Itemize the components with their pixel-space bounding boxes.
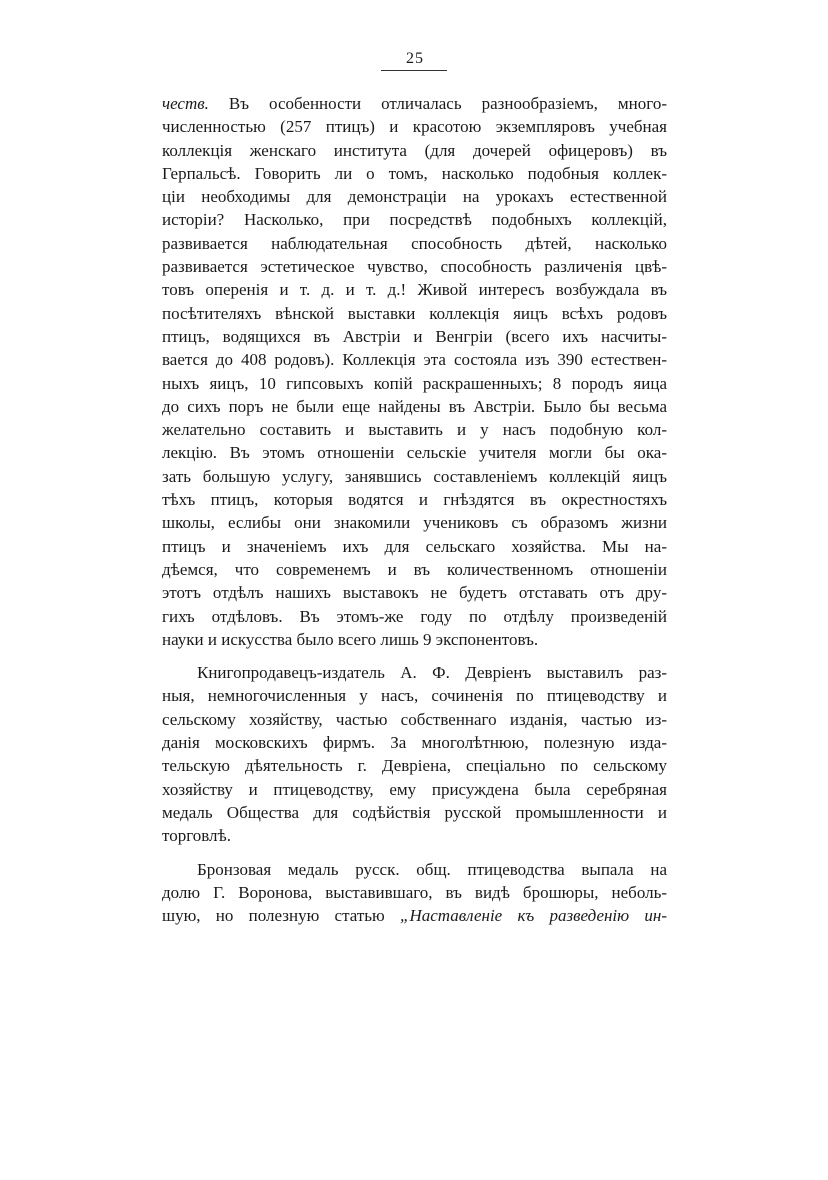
paragraph-3: [162, 858, 667, 928]
text-line: птицъ, водящихся въ Австріи и Венгріи (всего ихъ насчиты-: [162, 326, 667, 346]
paragraph-gap: [162, 651, 667, 661]
page-number: 25: [406, 50, 424, 67]
text-line: желательно составить и выставить и у насъ подобную кол-: [162, 420, 667, 440]
text-line: данія московскихъ фирмъ. За многолѣтнюю, полезную изда-: [162, 733, 667, 753]
text-line: науки и искусства было всего лишь 9 экспонентовъ.: [162, 629, 539, 649]
text-line: сельскому хозяйству, частью собственнаго изданія, частью из-: [162, 709, 667, 729]
text-line: тѣхъ птицъ, которыя водятся и гнѣздятся въ окрестностяхъ: [162, 490, 667, 510]
text-line: тельскую дѣятельность г. Девріена, спеціально по сельскому: [162, 756, 667, 776]
text-line: долю Г. Воронова, выставившаго, въ видѣ брошюры, неболь-: [162, 882, 667, 902]
text-line: исторіи? Насколько, при посредствѣ подобныхъ коллекцій,: [162, 210, 667, 230]
line-text: шую, но полезную статью: [162, 906, 400, 926]
text-line: дѣемся, что современемъ и въ количественномъ отношеніи: [162, 559, 667, 579]
text-line: [162, 92, 667, 115]
text-line: зать большую услугу, занявшись составленіемъ коллекцій яицъ: [162, 466, 667, 486]
text-line: медаль Общества для содѣйствія русской промышленности и: [162, 802, 667, 822]
text-line: ныя, немногочисленныя у насъ, сочиненія по птицеводству и: [162, 686, 667, 706]
paragraph-2: [162, 661, 667, 847]
line-text: Въ особенности отличалась разнообразіемъ, много-: [208, 94, 667, 113]
italic-fragment: „Наставленіе къ разведенію ин-: [399, 906, 667, 926]
text-line: птицъ и значеніемъ ихъ для сельскаго хозяйства. Мы на-: [162, 536, 667, 556]
text-line: гихъ отдѣловъ. Въ этомъ-же году по отдѣлу произведеній: [162, 606, 667, 626]
text-line: развивается наблюдательная способность дѣтей, насколько: [162, 233, 667, 253]
text-line: до сихъ поръ не были еще найдены въ Австріи. Было бы весьма: [162, 396, 667, 416]
text-line: Бронзовая медаль русск. общ. птицеводства выпала на: [197, 859, 667, 879]
text-line: Герпальсѣ. Говорить ли о томъ, насколько подобныя коллек-: [162, 163, 667, 183]
text-line: торговлѣ.: [162, 826, 232, 846]
text-line: [162, 904, 667, 927]
text-line: ціи необходимы для демонстраціи на урокахъ естественной: [162, 187, 667, 207]
paragraph-gap: [162, 848, 667, 858]
text-line: товъ оперенія и т. д. и т. д.! Живой интересъ возбуждала въ: [162, 280, 667, 300]
text-line: коллекція женскаго института (для дочерей офицеровъ) въ: [162, 140, 667, 160]
text-line: школы, еслибы они знакомили учениковъ съ образомъ жизни: [162, 513, 667, 533]
body-text: [162, 92, 667, 927]
text-line: развивается эстетическое чувство, способность различенія цвѣ-: [162, 257, 667, 277]
text-line: вается до 408 родовъ). Коллекція эта состояла изъ 390 естествен-: [162, 350, 667, 370]
text-line: ныхъ яицъ, 10 гипсовыхъ копій раскрашенныхъ; 8 породъ яица: [162, 373, 667, 393]
italic-fragment: честв.: [162, 94, 209, 113]
text-line: этотъ отдѣлъ нашихъ выставокъ не будетъ отставать отъ дру-: [162, 583, 667, 603]
text-line: лекцію. Въ этомъ отношеніи сельскіе учителя могли бы ока-: [162, 443, 667, 463]
text-line: Книгопродавецъ-издатель А. Ф. Девріенъ выставилъ раз-: [197, 663, 667, 683]
paragraph-1: [162, 92, 667, 651]
text-line: хозяйству и птицеводству, ему присуждена была серебряная: [162, 779, 667, 799]
text-line: численностью (257 птицъ) и красотою экземпляровъ учебная: [162, 117, 667, 137]
text-line: посѣтителяхъ вѣнской выставки коллекція яицъ всѣхъ родовъ: [162, 303, 667, 323]
page-number-rule: [381, 70, 447, 71]
